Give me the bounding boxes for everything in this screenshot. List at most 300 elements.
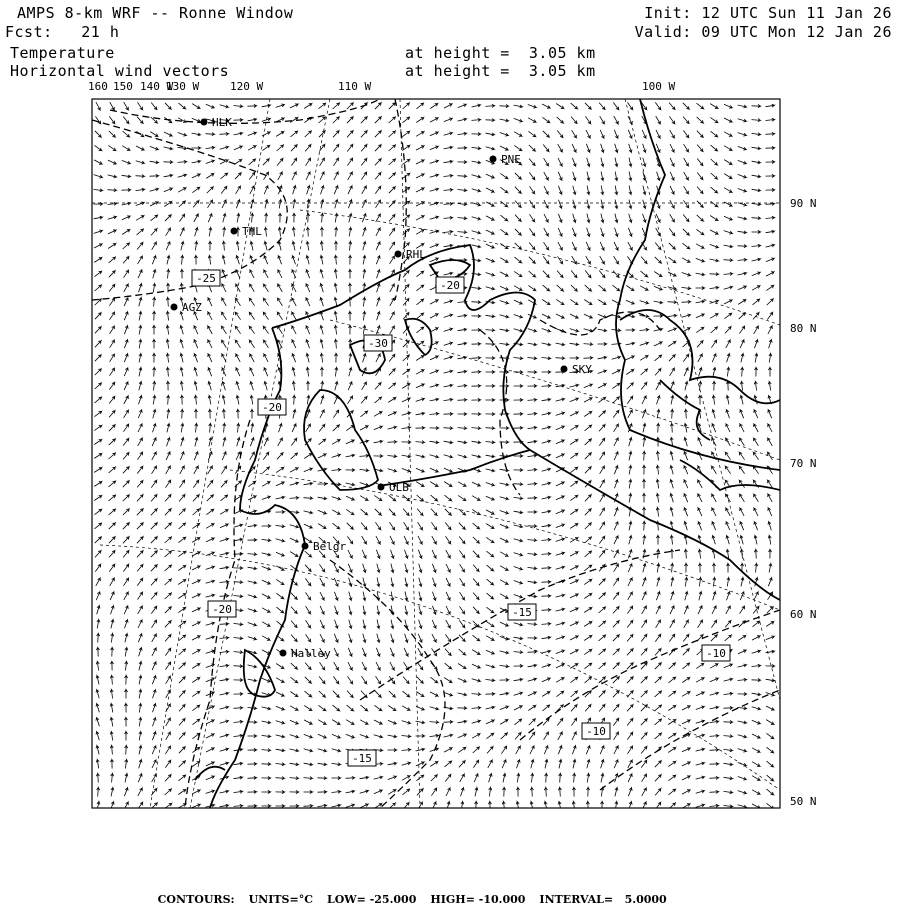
wind-vector (431, 775, 437, 781)
wind-vector (544, 158, 549, 166)
wind-vector (473, 760, 478, 767)
wind-vector (500, 105, 509, 108)
wind-vector (97, 788, 100, 797)
wind-vector (207, 187, 213, 193)
wind-vector (514, 623, 523, 626)
wind-vector (752, 189, 761, 192)
wind-vector (654, 301, 663, 304)
wind-vector (108, 160, 116, 164)
wind-vector (753, 607, 759, 614)
wind-vector (710, 201, 717, 207)
wind-vector (459, 620, 464, 627)
wind-vector (766, 118, 775, 121)
wind-vector (220, 678, 229, 681)
wind-vector (668, 272, 676, 276)
wind-vector (320, 326, 323, 335)
wind-vector (124, 578, 129, 586)
wind-vector (418, 550, 422, 558)
wind-vector (220, 510, 228, 515)
wind-vector (670, 424, 673, 433)
wind-vector (697, 117, 704, 123)
wind-vector (179, 705, 185, 712)
wind-vector (167, 410, 170, 419)
wind-vector (262, 594, 270, 598)
wind-vector (571, 285, 577, 291)
wind-vector (96, 774, 99, 783)
wind-vector (726, 396, 729, 405)
wind-vector (234, 790, 243, 793)
wind-vector (250, 354, 255, 362)
longitude-label: 160 (88, 80, 108, 93)
station-thl (231, 225, 263, 238)
wind-vector (600, 116, 605, 124)
wind-vector (643, 200, 646, 209)
wind-vector (234, 665, 243, 668)
wind-vector (419, 564, 422, 573)
wind-vector (405, 550, 409, 558)
wind-vector (179, 523, 186, 529)
wind-vector (556, 524, 564, 528)
wind-vector (570, 650, 578, 654)
wind-vector (192, 147, 201, 150)
wind-vector (542, 426, 551, 429)
wind-vector (696, 720, 705, 723)
wind-vector (376, 242, 380, 250)
wind-vector (627, 606, 632, 613)
wind-vector (697, 103, 704, 109)
wind-vector (95, 537, 102, 543)
wind-vector (264, 354, 268, 362)
wind-vector (601, 214, 604, 223)
wind-vector (724, 272, 733, 275)
wind-vector (405, 634, 409, 643)
wind-vector (306, 284, 310, 292)
low-value: LOW= -25.000 (326, 893, 417, 906)
wind-vector (643, 214, 647, 222)
wind-vector (655, 355, 662, 361)
wind-vector (655, 761, 661, 767)
wind-vector (642, 592, 646, 600)
wind-vector (656, 620, 661, 628)
wind-vector (335, 368, 338, 377)
wind-vector (486, 370, 495, 373)
wind-vector (754, 592, 758, 600)
wind-vector (293, 396, 296, 405)
wind-vector (248, 132, 256, 136)
wind-vector (124, 270, 129, 277)
wind-vector (516, 802, 519, 811)
wind-vector (752, 286, 760, 291)
wind-vector (375, 145, 381, 151)
wind-vector (206, 104, 214, 108)
wind-vector (139, 326, 142, 335)
wind-vector (447, 802, 450, 811)
wind-vector (685, 592, 688, 601)
wind-vector (444, 314, 453, 318)
wind-vector (333, 425, 340, 431)
wind-vector (110, 340, 115, 348)
wind-vector (278, 284, 283, 292)
wind-vector (94, 216, 103, 219)
wind-vector (459, 635, 465, 642)
wind-vector (363, 242, 366, 251)
interval-value: INTERVAL= 5.0000 (539, 893, 667, 906)
wind-vector (738, 286, 746, 290)
wind-vector (110, 592, 114, 600)
wind-vector (754, 410, 758, 418)
wind-vector (334, 578, 338, 586)
wind-vector (514, 371, 523, 374)
wind-vector (389, 509, 395, 516)
wind-vector (514, 132, 522, 137)
wind-vector (320, 242, 323, 251)
wind-vector (348, 396, 353, 404)
wind-vector (752, 679, 761, 682)
wind-vector (234, 804, 243, 807)
wind-vector (403, 117, 410, 123)
wind-vector (529, 172, 534, 179)
wind-vector (137, 495, 143, 502)
wind-vector (628, 130, 632, 138)
wind-vector (487, 747, 493, 754)
wind-vector (769, 550, 772, 559)
wind-vector (178, 566, 185, 571)
wind-vector (643, 522, 646, 531)
wind-vector (528, 664, 537, 667)
wind-vector (319, 691, 325, 697)
wind-vector (542, 314, 550, 318)
wind-vector (363, 256, 366, 265)
wind-vector (472, 706, 481, 709)
field-temperature-height: at height = 3.05 km (405, 44, 596, 62)
wind-vector (193, 495, 199, 502)
wind-vector (655, 733, 662, 739)
wind-vector (500, 301, 509, 305)
wind-vector (151, 495, 157, 502)
wind-vector (727, 354, 731, 363)
wind-vector (347, 145, 353, 152)
wind-vector (178, 174, 187, 177)
wind-vector (291, 158, 296, 165)
wind-vector (710, 790, 719, 793)
wind-vector (390, 326, 395, 334)
wind-vector (500, 706, 508, 710)
wind-vector (165, 662, 170, 669)
wind-vector (152, 242, 157, 250)
wind-vector (139, 690, 142, 699)
wind-vector (251, 214, 254, 223)
wind-vector (151, 537, 157, 543)
wind-vector (502, 760, 506, 768)
wind-vector (165, 537, 172, 543)
wind-vector (291, 635, 297, 642)
wind-vector (124, 802, 129, 810)
wind-vector (195, 228, 199, 237)
wind-vector (363, 578, 366, 587)
wind-vector (208, 256, 211, 265)
wind-vector (290, 763, 299, 766)
wind-vector (642, 788, 647, 796)
wind-vector (206, 636, 215, 639)
wind-vector (699, 578, 702, 587)
wind-vector (585, 495, 591, 502)
wind-vector (724, 259, 733, 262)
wind-vector (503, 788, 506, 797)
wind-vector (236, 242, 239, 251)
wind-vector (262, 539, 271, 542)
wind-vector (487, 593, 494, 599)
wind-vector (416, 441, 425, 444)
wind-vector (416, 748, 425, 751)
wind-vector (178, 133, 187, 137)
wind-vector (556, 650, 564, 654)
wind-vector (361, 705, 368, 711)
wind-vector (601, 200, 604, 209)
wind-vector (500, 146, 508, 150)
wind-vector (528, 525, 537, 528)
wind-vector (613, 718, 618, 725)
wind-vector (418, 648, 423, 656)
wind-vector (430, 174, 439, 177)
wind-vector (726, 410, 730, 418)
wind-vector (738, 791, 747, 795)
wind-vector (641, 733, 647, 740)
wind-vector (277, 453, 283, 460)
wind-vector (320, 410, 324, 418)
wind-vector (292, 424, 296, 432)
wind-vector (404, 536, 408, 544)
wind-vector (668, 748, 675, 753)
wind-vector (153, 718, 157, 726)
wind-vector (124, 354, 128, 362)
wind-vector (206, 524, 214, 529)
wind-vector (642, 606, 647, 614)
wind-vector (753, 452, 758, 459)
wind-vector (724, 216, 732, 220)
wind-vector (767, 299, 773, 305)
wind-vector (151, 215, 158, 221)
wind-vector (682, 258, 690, 263)
wind-vector (125, 732, 128, 741)
wind-vector (139, 676, 142, 685)
wind-vector (724, 706, 733, 709)
wind-vector (206, 678, 214, 682)
wind-vector (152, 760, 156, 768)
wind-vector (220, 762, 229, 765)
wind-vector (375, 522, 380, 529)
wind-vector (346, 509, 353, 514)
wind-vector (530, 788, 533, 797)
wind-vector (237, 438, 240, 447)
wind-vector (556, 412, 565, 416)
wind-vector (601, 228, 605, 237)
wind-vector (458, 118, 467, 121)
wind-vector (304, 734, 312, 738)
wind-vector (110, 578, 115, 586)
wind-vector (656, 508, 659, 517)
wind-vector (684, 494, 688, 502)
wind-vector (542, 329, 551, 333)
wind-vector (164, 202, 171, 207)
wind-vector (571, 691, 578, 697)
wind-vector (696, 273, 705, 276)
wind-vector (542, 552, 551, 555)
wind-vector (768, 536, 771, 545)
wind-vector (724, 160, 732, 165)
wind-vector (486, 216, 494, 220)
wind-vector (584, 594, 591, 599)
wind-vector (208, 368, 212, 376)
wind-vector (166, 718, 171, 726)
wind-vector (629, 522, 632, 531)
station-dot (395, 251, 402, 258)
wind-vector (570, 299, 577, 304)
wind-vector (419, 620, 423, 629)
wind-vector (166, 368, 169, 377)
wind-vector (362, 536, 367, 544)
wind-vector (278, 298, 283, 306)
wind-vector (234, 706, 243, 709)
wind-vector (293, 200, 296, 209)
wind-vector (346, 496, 354, 500)
wind-vector (542, 678, 550, 682)
wind-vector (740, 424, 744, 432)
wind-vector (179, 214, 184, 221)
wind-vector (712, 354, 716, 362)
wind-vector (137, 523, 143, 529)
wind-vector (684, 522, 687, 531)
wind-vector (264, 256, 268, 264)
wind-vector (682, 314, 691, 317)
wind-vector (558, 172, 562, 180)
wind-vector (738, 735, 747, 738)
wind-vector (628, 228, 632, 236)
wind-vector (377, 284, 381, 293)
wind-vector (486, 537, 493, 542)
wind-vector (601, 172, 604, 181)
wind-vector (500, 511, 508, 515)
wind-vector (573, 186, 576, 195)
wind-vector (473, 551, 479, 558)
wind-vector (668, 314, 677, 317)
wind-vector (600, 452, 605, 459)
wind-vector (586, 242, 590, 250)
wind-vector (362, 676, 367, 684)
wind-vector (108, 230, 116, 234)
wind-vector (444, 146, 453, 149)
wind-vector (627, 719, 633, 726)
wind-vector (486, 384, 495, 387)
wind-vector (711, 159, 718, 165)
wind-vector (671, 578, 674, 587)
wind-vector (486, 315, 495, 318)
wind-vector (139, 732, 142, 741)
wind-vector (108, 175, 117, 178)
wind-vector (724, 118, 732, 122)
wind-vector (725, 621, 731, 628)
wind-vector (752, 636, 760, 640)
wind-vector (444, 342, 453, 346)
wind-vector (738, 636, 745, 641)
wind-vector (292, 326, 296, 334)
wind-vector (374, 720, 382, 724)
wind-vector (137, 229, 144, 235)
wind-vector (276, 749, 285, 752)
wind-vector (153, 354, 156, 363)
wind-vector (234, 132, 243, 135)
wind-vector (684, 410, 687, 419)
wind-vector (192, 133, 201, 136)
wind-vector (430, 412, 439, 415)
wind-vector (685, 382, 688, 391)
wind-vector (656, 466, 659, 475)
wind-vector (178, 118, 186, 123)
wind-vector (430, 188, 439, 191)
wind-vector (474, 774, 478, 782)
wind-vector (501, 733, 508, 739)
wind-vector (389, 145, 396, 151)
wind-vector (193, 509, 200, 515)
wind-vector (206, 538, 214, 542)
wind-vector (206, 580, 215, 583)
wind-vector (738, 721, 747, 724)
wind-vector (307, 214, 310, 223)
wind-vector (432, 634, 436, 642)
wind-vector (403, 789, 410, 795)
wind-vector (220, 748, 229, 751)
wind-vector (179, 747, 185, 753)
wind-vector (305, 551, 312, 557)
wind-vector (668, 691, 675, 696)
wind-vector (598, 370, 607, 374)
wind-vector (458, 314, 467, 317)
wind-vector (416, 146, 424, 150)
wind-vector (348, 550, 352, 558)
wind-vector (724, 245, 733, 248)
wind-vector (150, 188, 159, 191)
wind-vector (444, 468, 452, 472)
wind-vector (446, 550, 451, 558)
wind-vector (139, 704, 142, 713)
wind-vector (150, 146, 158, 150)
wind-vector (334, 242, 337, 251)
wind-vector (600, 494, 605, 502)
svg-text:-15: -15 (512, 606, 532, 619)
svg-text:-15: -15 (352, 752, 372, 765)
wind-vector (125, 690, 128, 699)
wind-vector (472, 245, 481, 248)
wind-vector (752, 105, 761, 108)
wind-vector (486, 441, 495, 444)
wind-vector (375, 509, 381, 515)
wind-vector (250, 284, 255, 292)
wind-vector (150, 132, 158, 137)
wind-vector (151, 565, 157, 571)
wind-vector (192, 594, 200, 598)
wind-vector (249, 298, 254, 305)
wind-vector (600, 466, 605, 474)
wind-vector (192, 174, 200, 178)
wind-vector (346, 483, 355, 486)
wind-vector (684, 368, 688, 376)
wind-vector (500, 329, 509, 332)
wind-vector (166, 466, 171, 474)
wind-vector (655, 243, 661, 250)
wind-vector (220, 622, 229, 625)
wind-vector (472, 650, 480, 655)
wind-vector (542, 510, 551, 513)
wind-vector (528, 692, 536, 696)
